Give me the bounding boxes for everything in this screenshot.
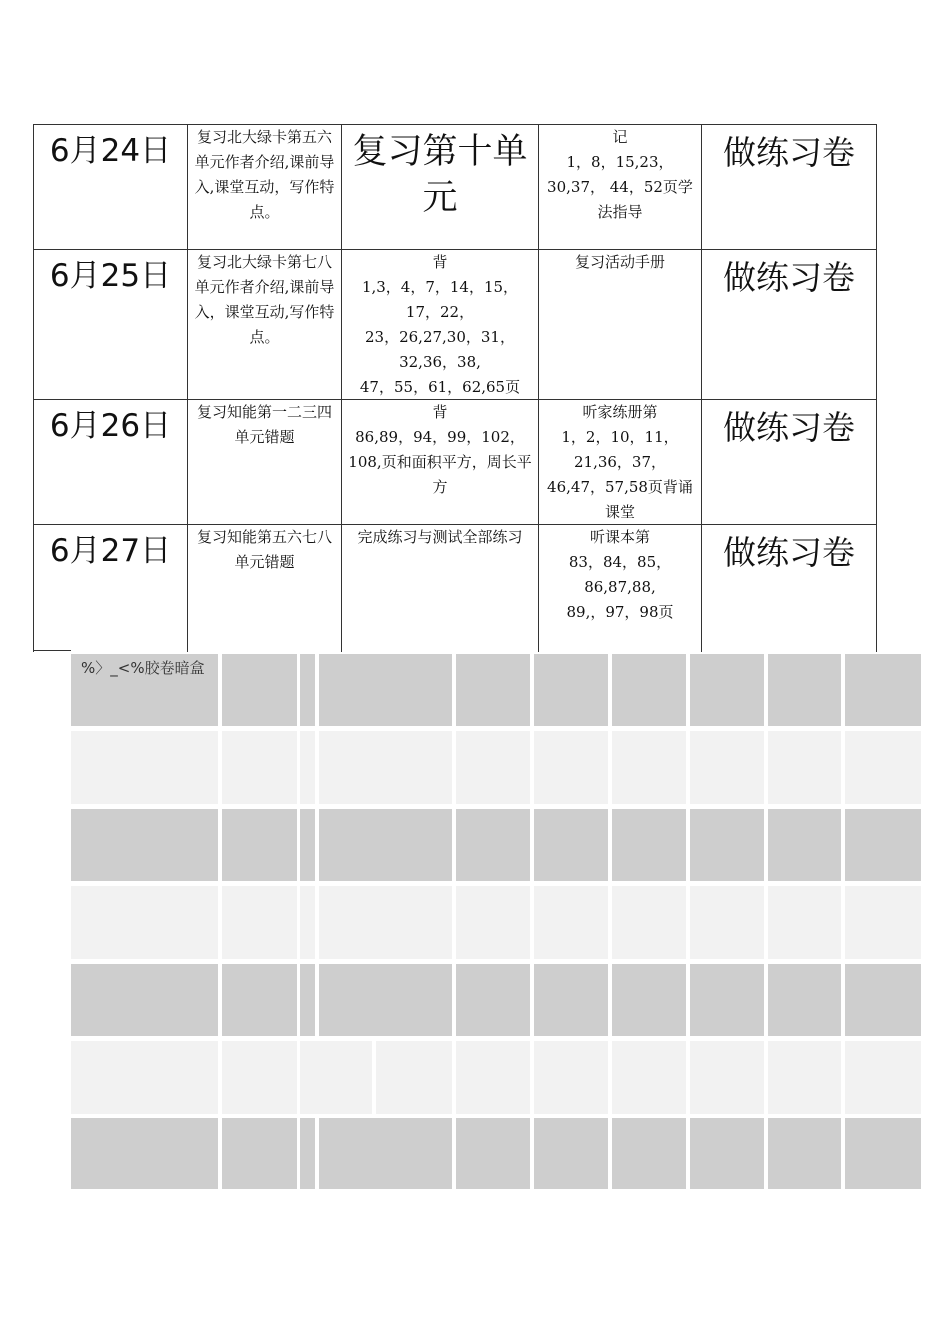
grid-cell bbox=[845, 964, 921, 1036]
grid-cell bbox=[612, 654, 686, 726]
table-bottom-border bbox=[33, 650, 71, 651]
review-cell bbox=[188, 125, 342, 250]
grid-cell bbox=[222, 964, 297, 1036]
memorize-cell bbox=[539, 125, 702, 250]
task-cell bbox=[342, 250, 539, 400]
memorize-text: 复习活动手册 bbox=[574, 253, 665, 271]
task-text: 背 86,89，94，99，102，108,页和面积平方，周长平方 bbox=[348, 403, 532, 496]
practice-cell bbox=[702, 250, 877, 400]
grid-cell bbox=[612, 964, 686, 1036]
grid-cell bbox=[71, 809, 218, 881]
grid-cell bbox=[845, 809, 921, 881]
task-cell bbox=[342, 525, 539, 652]
date-cell bbox=[33, 400, 188, 525]
memorize-text: 听课本第 83，84，85，86,87,88, 89,，97，98页 bbox=[566, 528, 674, 621]
date-text: 6月25日 bbox=[49, 258, 172, 294]
memorize-text: 听家练册第 1，2，10，11，21,36，37， 46,47，57,58页背诵课堂 bbox=[547, 403, 693, 521]
practice-text: 做练习卷 bbox=[723, 133, 855, 172]
grid-cell bbox=[222, 809, 297, 881]
practice-text: 做练习卷 bbox=[723, 533, 855, 572]
schedule-row bbox=[33, 399, 877, 525]
schedule-row bbox=[33, 524, 877, 652]
memorize-text: 记 1，8，15,23，30,37， 44，52页学法指导 bbox=[547, 128, 693, 221]
grid-cell bbox=[768, 1118, 841, 1189]
memorize-cell bbox=[539, 250, 702, 400]
grid-cell bbox=[690, 1118, 764, 1189]
grid-header-cell bbox=[71, 654, 218, 726]
date-text: 6月26日 bbox=[49, 408, 172, 444]
grid-cell bbox=[534, 654, 608, 726]
grid-cell bbox=[768, 886, 841, 959]
grid-cell bbox=[690, 964, 764, 1036]
grid-cell bbox=[300, 886, 315, 959]
grid-cell bbox=[612, 731, 686, 804]
grid-cell bbox=[319, 809, 452, 881]
date-text: 6月27日 bbox=[49, 533, 172, 569]
review-cell bbox=[188, 525, 342, 652]
grid-cell bbox=[319, 886, 452, 959]
grid-cell bbox=[768, 731, 841, 804]
review-cell bbox=[188, 400, 342, 525]
grid-cell bbox=[456, 809, 530, 881]
schedule-table bbox=[33, 124, 877, 651]
grid-cell bbox=[534, 1041, 608, 1114]
grid-cell bbox=[534, 886, 608, 959]
grid-cell bbox=[456, 654, 530, 726]
task-text: 背 1,3，4，7，14，15，17，22， 23，26,27,30，31，32,36，38, 47，55，61，62,65页 bbox=[359, 253, 521, 396]
grid-cell bbox=[319, 964, 452, 1036]
practice-cell bbox=[702, 525, 877, 652]
grid-cell bbox=[534, 731, 608, 804]
grid-cell bbox=[534, 809, 608, 881]
grid-cell bbox=[456, 1118, 530, 1189]
review-text: 复习北大绿卡第五六单元作者介绍,课前导入,课堂互动，写作特点。 bbox=[194, 128, 335, 221]
grid-cell bbox=[319, 731, 452, 804]
practice-cell bbox=[702, 400, 877, 525]
schedule-row bbox=[33, 249, 877, 400]
grid-cell bbox=[222, 1041, 297, 1114]
task-text: 复习第十单元 bbox=[352, 132, 528, 218]
grid-cell bbox=[300, 1041, 372, 1114]
date-text: 6月24日 bbox=[49, 133, 172, 169]
review-text: 复习知能第五六七八单元错题 bbox=[196, 528, 332, 571]
task-cell bbox=[342, 125, 539, 250]
grid-cell bbox=[319, 1118, 452, 1189]
grid-cell bbox=[768, 1041, 841, 1114]
grid-cell bbox=[222, 654, 297, 726]
grid-cell bbox=[768, 809, 841, 881]
grid-cell bbox=[612, 1041, 686, 1114]
grid-cell bbox=[845, 886, 921, 959]
date-cell bbox=[33, 125, 188, 250]
grid-cell bbox=[71, 886, 218, 959]
grid-cell bbox=[71, 1118, 218, 1189]
grid-cell bbox=[845, 731, 921, 804]
review-text: 复习知能第一二三四单元错题 bbox=[196, 403, 332, 446]
practice-text: 做练习卷 bbox=[723, 258, 855, 297]
grid-cell bbox=[300, 964, 315, 1036]
review-text: 复习北大绿卡第七八单元作者介绍,课前导入，课堂互动,写作特点。 bbox=[194, 253, 335, 346]
practice-cell bbox=[702, 125, 877, 250]
grid-cell bbox=[690, 886, 764, 959]
grid-cell bbox=[456, 731, 530, 804]
grid-cell bbox=[71, 964, 218, 1036]
grid-label: %〉_<%胶卷暗盒 bbox=[81, 659, 205, 677]
grid-cell bbox=[456, 886, 530, 959]
grid-cell bbox=[612, 1118, 686, 1189]
practice-text: 做练习卷 bbox=[723, 408, 855, 447]
grid-cell bbox=[71, 731, 218, 804]
grid-cell bbox=[300, 654, 315, 726]
grid-cell bbox=[71, 1041, 218, 1114]
grid-cell bbox=[690, 654, 764, 726]
date-cell bbox=[33, 250, 188, 400]
date-cell bbox=[33, 525, 188, 652]
grid-cell bbox=[222, 731, 297, 804]
grid-cell bbox=[690, 809, 764, 881]
grid-cell bbox=[222, 1118, 297, 1189]
grid-cell bbox=[534, 1118, 608, 1189]
grid-cell bbox=[300, 1118, 315, 1189]
grid-cell bbox=[768, 654, 841, 726]
grid-cell bbox=[845, 654, 921, 726]
grid-cell bbox=[534, 964, 608, 1036]
memorize-cell bbox=[539, 400, 702, 525]
grid-cell bbox=[300, 809, 315, 881]
memorize-cell bbox=[539, 525, 702, 652]
grey-grid bbox=[71, 654, 921, 1189]
grid-cell bbox=[300, 731, 315, 804]
grid-cell bbox=[612, 809, 686, 881]
grid-cell bbox=[222, 886, 297, 959]
task-cell bbox=[342, 400, 539, 525]
grid-cell bbox=[845, 1041, 921, 1114]
grid-cell bbox=[319, 654, 452, 726]
grid-cell bbox=[690, 1041, 764, 1114]
grid-cell bbox=[612, 886, 686, 959]
review-cell bbox=[188, 250, 342, 400]
schedule-row bbox=[33, 124, 877, 250]
grid-cell bbox=[376, 1041, 452, 1114]
grid-cell bbox=[768, 964, 841, 1036]
grid-cell bbox=[456, 1041, 530, 1114]
grid-cell bbox=[845, 1118, 921, 1189]
grid-cell bbox=[690, 731, 764, 804]
task-text: 完成练习与测试全部练习 bbox=[357, 528, 523, 546]
grid-cell bbox=[456, 964, 530, 1036]
